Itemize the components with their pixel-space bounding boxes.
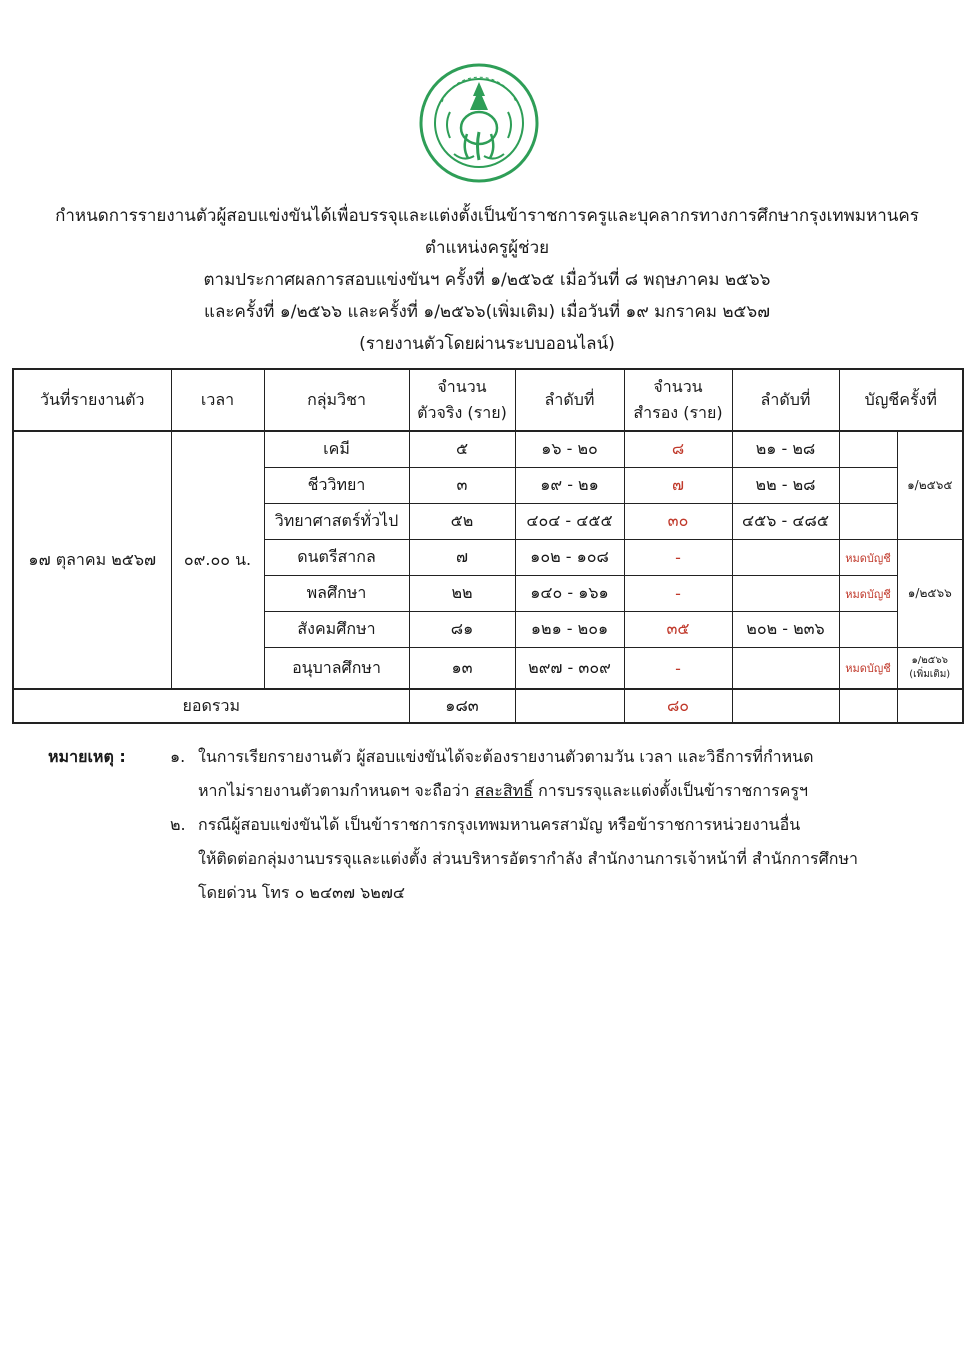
title-line-3: ตามประกาศผลการสอบแข่งขันฯ ครั้งที่ ๑/๒๕๖๕ เมื่อวันที่ ๘ พฤษภาคม ๒๕๖๖ xyxy=(203,270,771,290)
main-count-cell: ๓ xyxy=(409,468,515,504)
col-header-reserve-count xyxy=(624,369,732,431)
report-date-cell: ๑๗ ตุลาคม ๒๕๖๗ xyxy=(13,431,171,689)
total-empty-cell xyxy=(515,689,624,723)
note-2 xyxy=(48,808,948,842)
col-header-time: เวลา xyxy=(171,369,264,431)
total-empty-cell xyxy=(732,689,839,723)
note-2-line-2: ให้ติดต่อกลุ่มงานบรรจุและแต่งตั้ง ส่วนบริหารอัตรากำลัง สำนักงานการเจ้าหน้าที่ สำนักการศึกษา xyxy=(198,849,858,868)
subject-cell: วิทยาศาสตร์ทั่วไป xyxy=(264,504,409,540)
reserve-range-cell: ๒๑ - ๒๘ xyxy=(732,431,839,468)
notes-heading: หมายเหตุ : xyxy=(48,747,126,766)
total-empty-cell xyxy=(839,689,897,723)
account-status-cell xyxy=(839,504,897,540)
account-status-cell xyxy=(839,612,897,648)
subject-cell: ชีววิทยา xyxy=(264,468,409,504)
main-count-cell: ๘๑ xyxy=(409,612,515,648)
reserve-range-cell: ๔๕๖ - ๔๘๕ xyxy=(732,504,839,540)
title-line-2: ตำแหน่งครูผู้ช่วย xyxy=(424,238,550,258)
note-1-line-2-b: การบรรจุและแต่งตั้งเป็นข้าราชการครูฯ xyxy=(532,781,808,800)
total-reserve-count: ๘๐ xyxy=(624,689,732,723)
main-range-cell: ๑๖ - ๒๐ xyxy=(515,431,624,468)
main-range-cell: ๔๐๔ - ๔๕๕ xyxy=(515,504,624,540)
total-label: ยอดรวม xyxy=(13,689,409,723)
subject-cell: อนุบาลศึกษา xyxy=(264,648,409,690)
reserve-count-cell: ๗ xyxy=(624,468,732,504)
main-range-cell: ๒๙๗ - ๓๐๙ xyxy=(515,648,624,690)
reserve-count-cell: ๓๕ xyxy=(624,612,732,648)
subject-cell: เคมี xyxy=(264,431,409,468)
main-count-cell: ๕๒ xyxy=(409,504,515,540)
reserve-count-cell: - xyxy=(624,540,732,576)
main-range-cell: ๑๙ - ๒๑ xyxy=(515,468,624,504)
note-1-line-1: ในการเรียกรายงานตัว ผู้สอบแข่งขันได้จะต้องรายงานตัวตามวัน เวลา และวิธีการที่กำหนด xyxy=(198,747,814,766)
bma-seal-logo xyxy=(418,62,540,184)
reserve-count-cell: - xyxy=(624,648,732,690)
table-row xyxy=(13,431,963,468)
subject-cell: พลศึกษา xyxy=(264,576,409,612)
note-1 xyxy=(48,740,948,774)
col-header-main-count-line1: จำนวน xyxy=(437,377,487,396)
account-status-cell: หมดบัญชี xyxy=(839,540,897,576)
title-line-5: (รายงานตัวโดยผ่านระบบออนไลน์) xyxy=(359,334,615,354)
note-1-line-2 xyxy=(198,774,808,808)
note-2-number: ๒. xyxy=(170,815,186,834)
note-2-cont xyxy=(48,842,948,876)
report-schedule-table xyxy=(12,368,964,724)
report-time-cell: ๐๙.๐๐ น. xyxy=(171,431,264,689)
subject-cell: สังคมศึกษา xyxy=(264,612,409,648)
account-number-line2: (เพิ่มเติม) xyxy=(909,669,951,680)
main-count-cell: ๕ xyxy=(409,431,515,468)
reserve-range-cell: ๒๒ - ๒๘ xyxy=(732,468,839,504)
note-1-line-2-a: หากไม่รายงานตัวตามกำหนดฯ จะถือว่า xyxy=(198,781,475,800)
account-number-line1: ๑/๒๕๖๖ xyxy=(911,655,949,666)
account-number-cell: ๑/๒๕๖๕ xyxy=(897,431,963,540)
account-status-cell: หมดบัญชี xyxy=(839,576,897,612)
main-count-cell: ๑๓ xyxy=(409,648,515,690)
notes-section xyxy=(48,740,948,910)
col-header-main-count-line2: ตัวจริง (ราย) xyxy=(417,403,507,422)
account-status-cell: หมดบัญชี xyxy=(839,648,897,690)
main-range-cell: ๑๒๑ - ๒๐๑ xyxy=(515,612,624,648)
col-header-account: บัญชีครั้งที่ xyxy=(839,369,963,431)
note-2-line-1: กรณีผู้สอบแข่งขันได้ เป็นข้าราชการกรุงเทพมหานครสามัญ หรือข้าราชการหน่วยงานอื่น xyxy=(198,815,801,834)
main-range-cell: ๑๔๐ - ๑๖๑ xyxy=(515,576,624,612)
reserve-count-cell: ๘ xyxy=(624,431,732,468)
account-status-cell xyxy=(839,468,897,504)
subject-cell: ดนตรีสากล xyxy=(264,540,409,576)
note-2-line-3: โดยด่วน โทร ๐ ๒๔๓๗ ๖๒๗๔ xyxy=(198,883,405,902)
table-header-row xyxy=(13,369,963,431)
col-header-subject: กลุ่มวิชา xyxy=(264,369,409,431)
account-number-cell xyxy=(897,648,963,690)
account-status-cell xyxy=(839,431,897,468)
col-header-report-date: วันที่รายงานตัว xyxy=(13,369,171,431)
main-range-cell: ๑๐๒ - ๑๐๘ xyxy=(515,540,624,576)
title-line-4: และครั้งที่ ๑/๒๕๖๖ และครั้งที่ ๑/๒๕๖๖(เพิ่มเติม) เมื่อวันที่ ๑๙ มกราคม ๒๕๖๗ xyxy=(204,302,770,322)
reserve-count-cell: - xyxy=(624,576,732,612)
col-header-main-range: ลำดับที่ xyxy=(515,369,624,431)
forfeit-text: สละสิทธิ์ xyxy=(474,781,533,800)
main-count-cell: ๗ xyxy=(409,540,515,576)
col-header-reserve-count-line1: จำนวน xyxy=(653,377,703,396)
reserve-count-cell: ๓๐ xyxy=(624,504,732,540)
note-1-cont xyxy=(48,774,948,808)
total-row xyxy=(13,689,963,723)
note-1-number: ๑. xyxy=(170,747,186,766)
reserve-range-cell xyxy=(732,540,839,576)
col-header-main-count xyxy=(409,369,515,431)
col-header-reserve-range: ลำดับที่ xyxy=(732,369,839,431)
reserve-range-cell xyxy=(732,648,839,690)
note-2-cont-2 xyxy=(48,876,948,910)
main-count-cell: ๒๒ xyxy=(409,576,515,612)
title-line-1: กำหนดการรายงานตัวผู้สอบแข่งขันได้เพื่อบรรจุและแต่งตั้งเป็นข้าราชการครูและบุคลากรทางการศึกษากรุงเทพมหานคร xyxy=(55,206,919,226)
reserve-range-cell xyxy=(732,576,839,612)
total-main-count: ๑๘๓ xyxy=(409,689,515,723)
col-header-reserve-count-line2: สำรอง (ราย) xyxy=(633,403,723,422)
document-title xyxy=(20,200,954,360)
reserve-range-cell: ๒๐๒ - ๒๓๖ xyxy=(732,612,839,648)
account-number-cell: ๑/๒๕๖๖ xyxy=(897,540,963,648)
total-empty-cell xyxy=(897,689,963,723)
